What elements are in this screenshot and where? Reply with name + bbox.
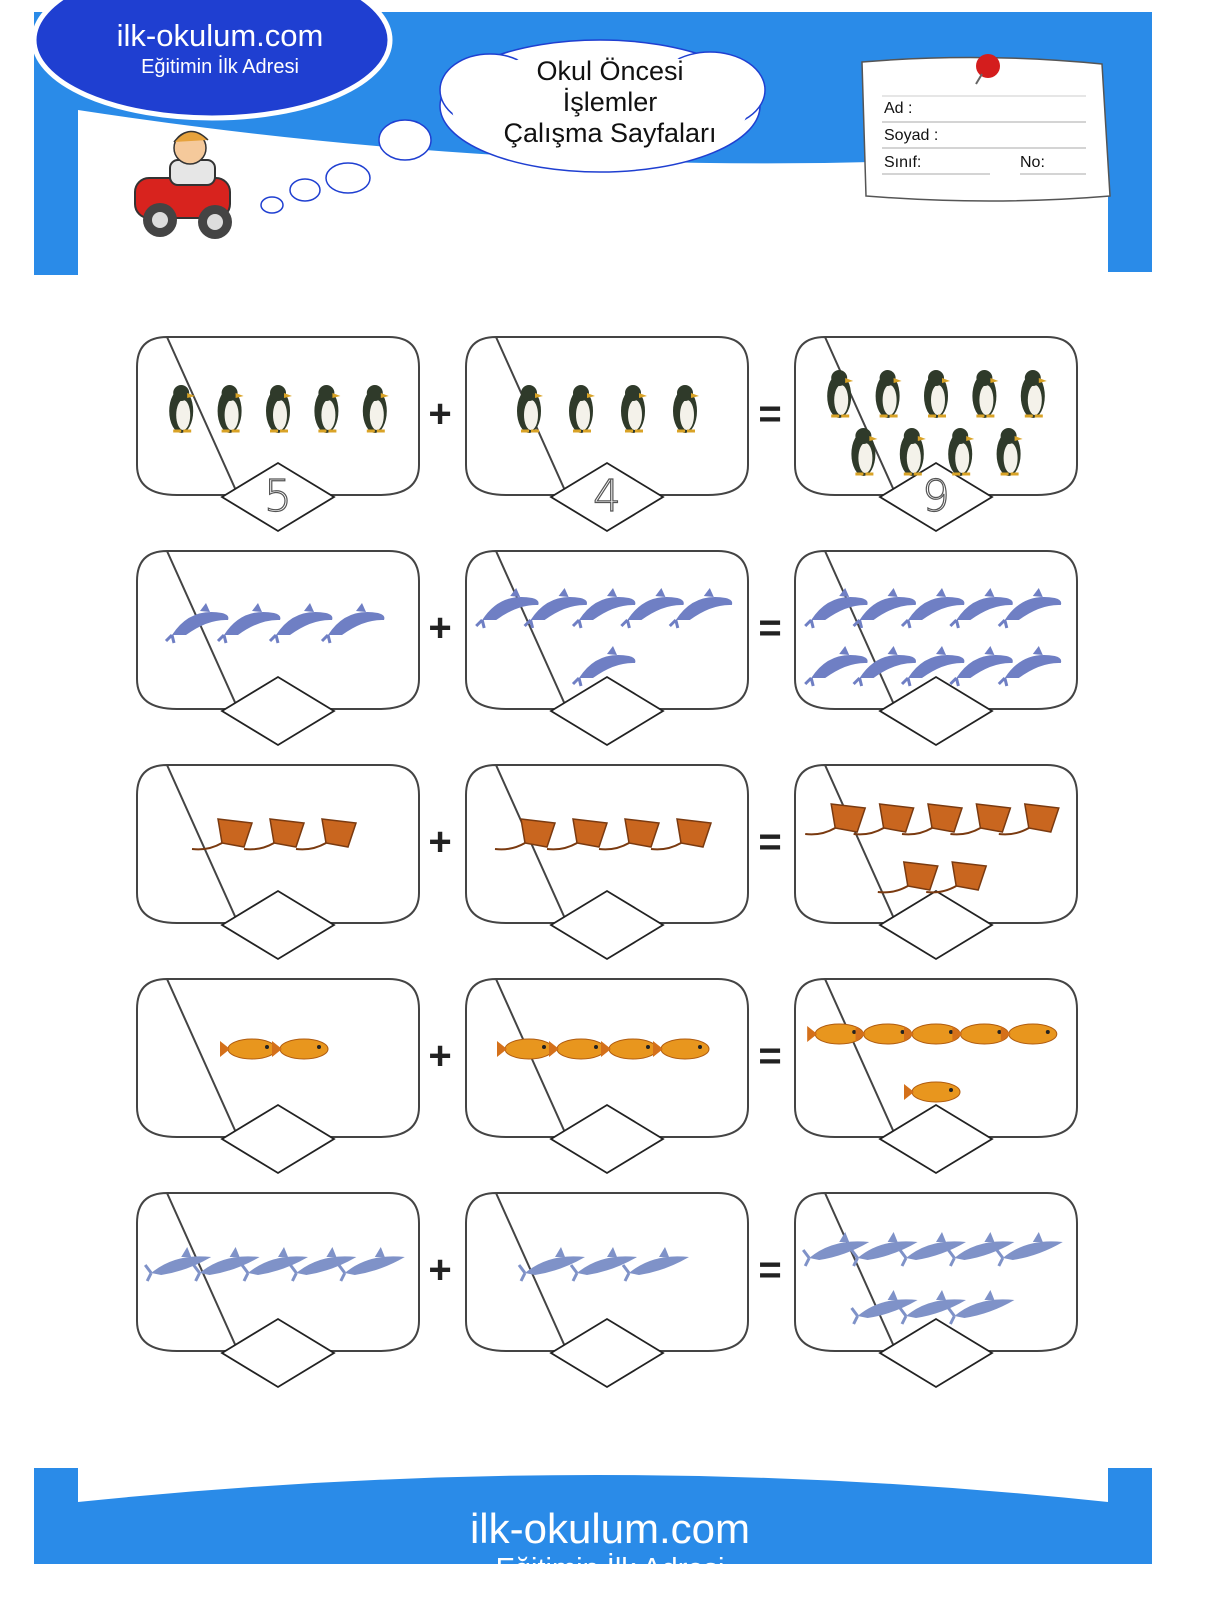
plus-sign: + <box>428 392 452 436</box>
equals-sign: = <box>758 606 782 650</box>
title-line-1: Okul Öncesi <box>536 56 684 86</box>
picture-box-total <box>795 551 1077 745</box>
surname-label: Soyad : <box>884 127 939 144</box>
answer-digit: 4 <box>593 471 621 522</box>
equation-row <box>137 765 1077 959</box>
header-slogan: Eğitimin İlk Adresi <box>141 56 299 78</box>
equation-row <box>137 979 1077 1173</box>
picture-box-left <box>137 1193 419 1387</box>
plus-sign: + <box>428 606 452 650</box>
picture-box-left <box>137 551 419 745</box>
goldfish-icon <box>856 1024 912 1044</box>
equals-sign: = <box>758 1034 782 1078</box>
equals-sign: = <box>758 820 782 864</box>
picture-box-right <box>466 765 748 959</box>
equals-sign: = <box>758 1248 782 1292</box>
title-line-2: İşlemler <box>562 87 658 117</box>
picture-box-total <box>795 979 1077 1173</box>
picture-box-left <box>137 979 419 1173</box>
equation-row <box>137 551 1077 745</box>
stingray-icon <box>878 862 938 892</box>
plus-sign: + <box>428 820 452 864</box>
plus-sign: + <box>428 1248 452 1292</box>
picture-box-total <box>795 1193 1077 1387</box>
picture-box-right <box>466 979 748 1173</box>
equals-sign: = <box>758 392 782 436</box>
title-line-3: Çalışma Sayfaları <box>503 118 717 148</box>
answer-digit: 5 <box>264 471 292 522</box>
footer-site-name: ilk-okulum.com <box>469 1505 751 1552</box>
answer-digit: 9 <box>922 471 950 522</box>
goldfish-icon <box>904 1082 960 1102</box>
number-label: No: <box>1020 154 1045 171</box>
class-label: Sınıf: <box>884 154 922 171</box>
name-label: Ad : <box>884 100 913 117</box>
header-site-name: ilk-okulum.com <box>116 18 324 53</box>
footer-slogan: Eğitimin İlk Adresi <box>495 1553 725 1585</box>
plus-sign: + <box>428 1034 452 1078</box>
picture-box-right <box>466 551 748 745</box>
picture-box-left <box>137 765 419 959</box>
equation-row <box>137 1193 1077 1387</box>
picture-box-right <box>466 1193 748 1387</box>
picture-box-total <box>795 765 1077 959</box>
